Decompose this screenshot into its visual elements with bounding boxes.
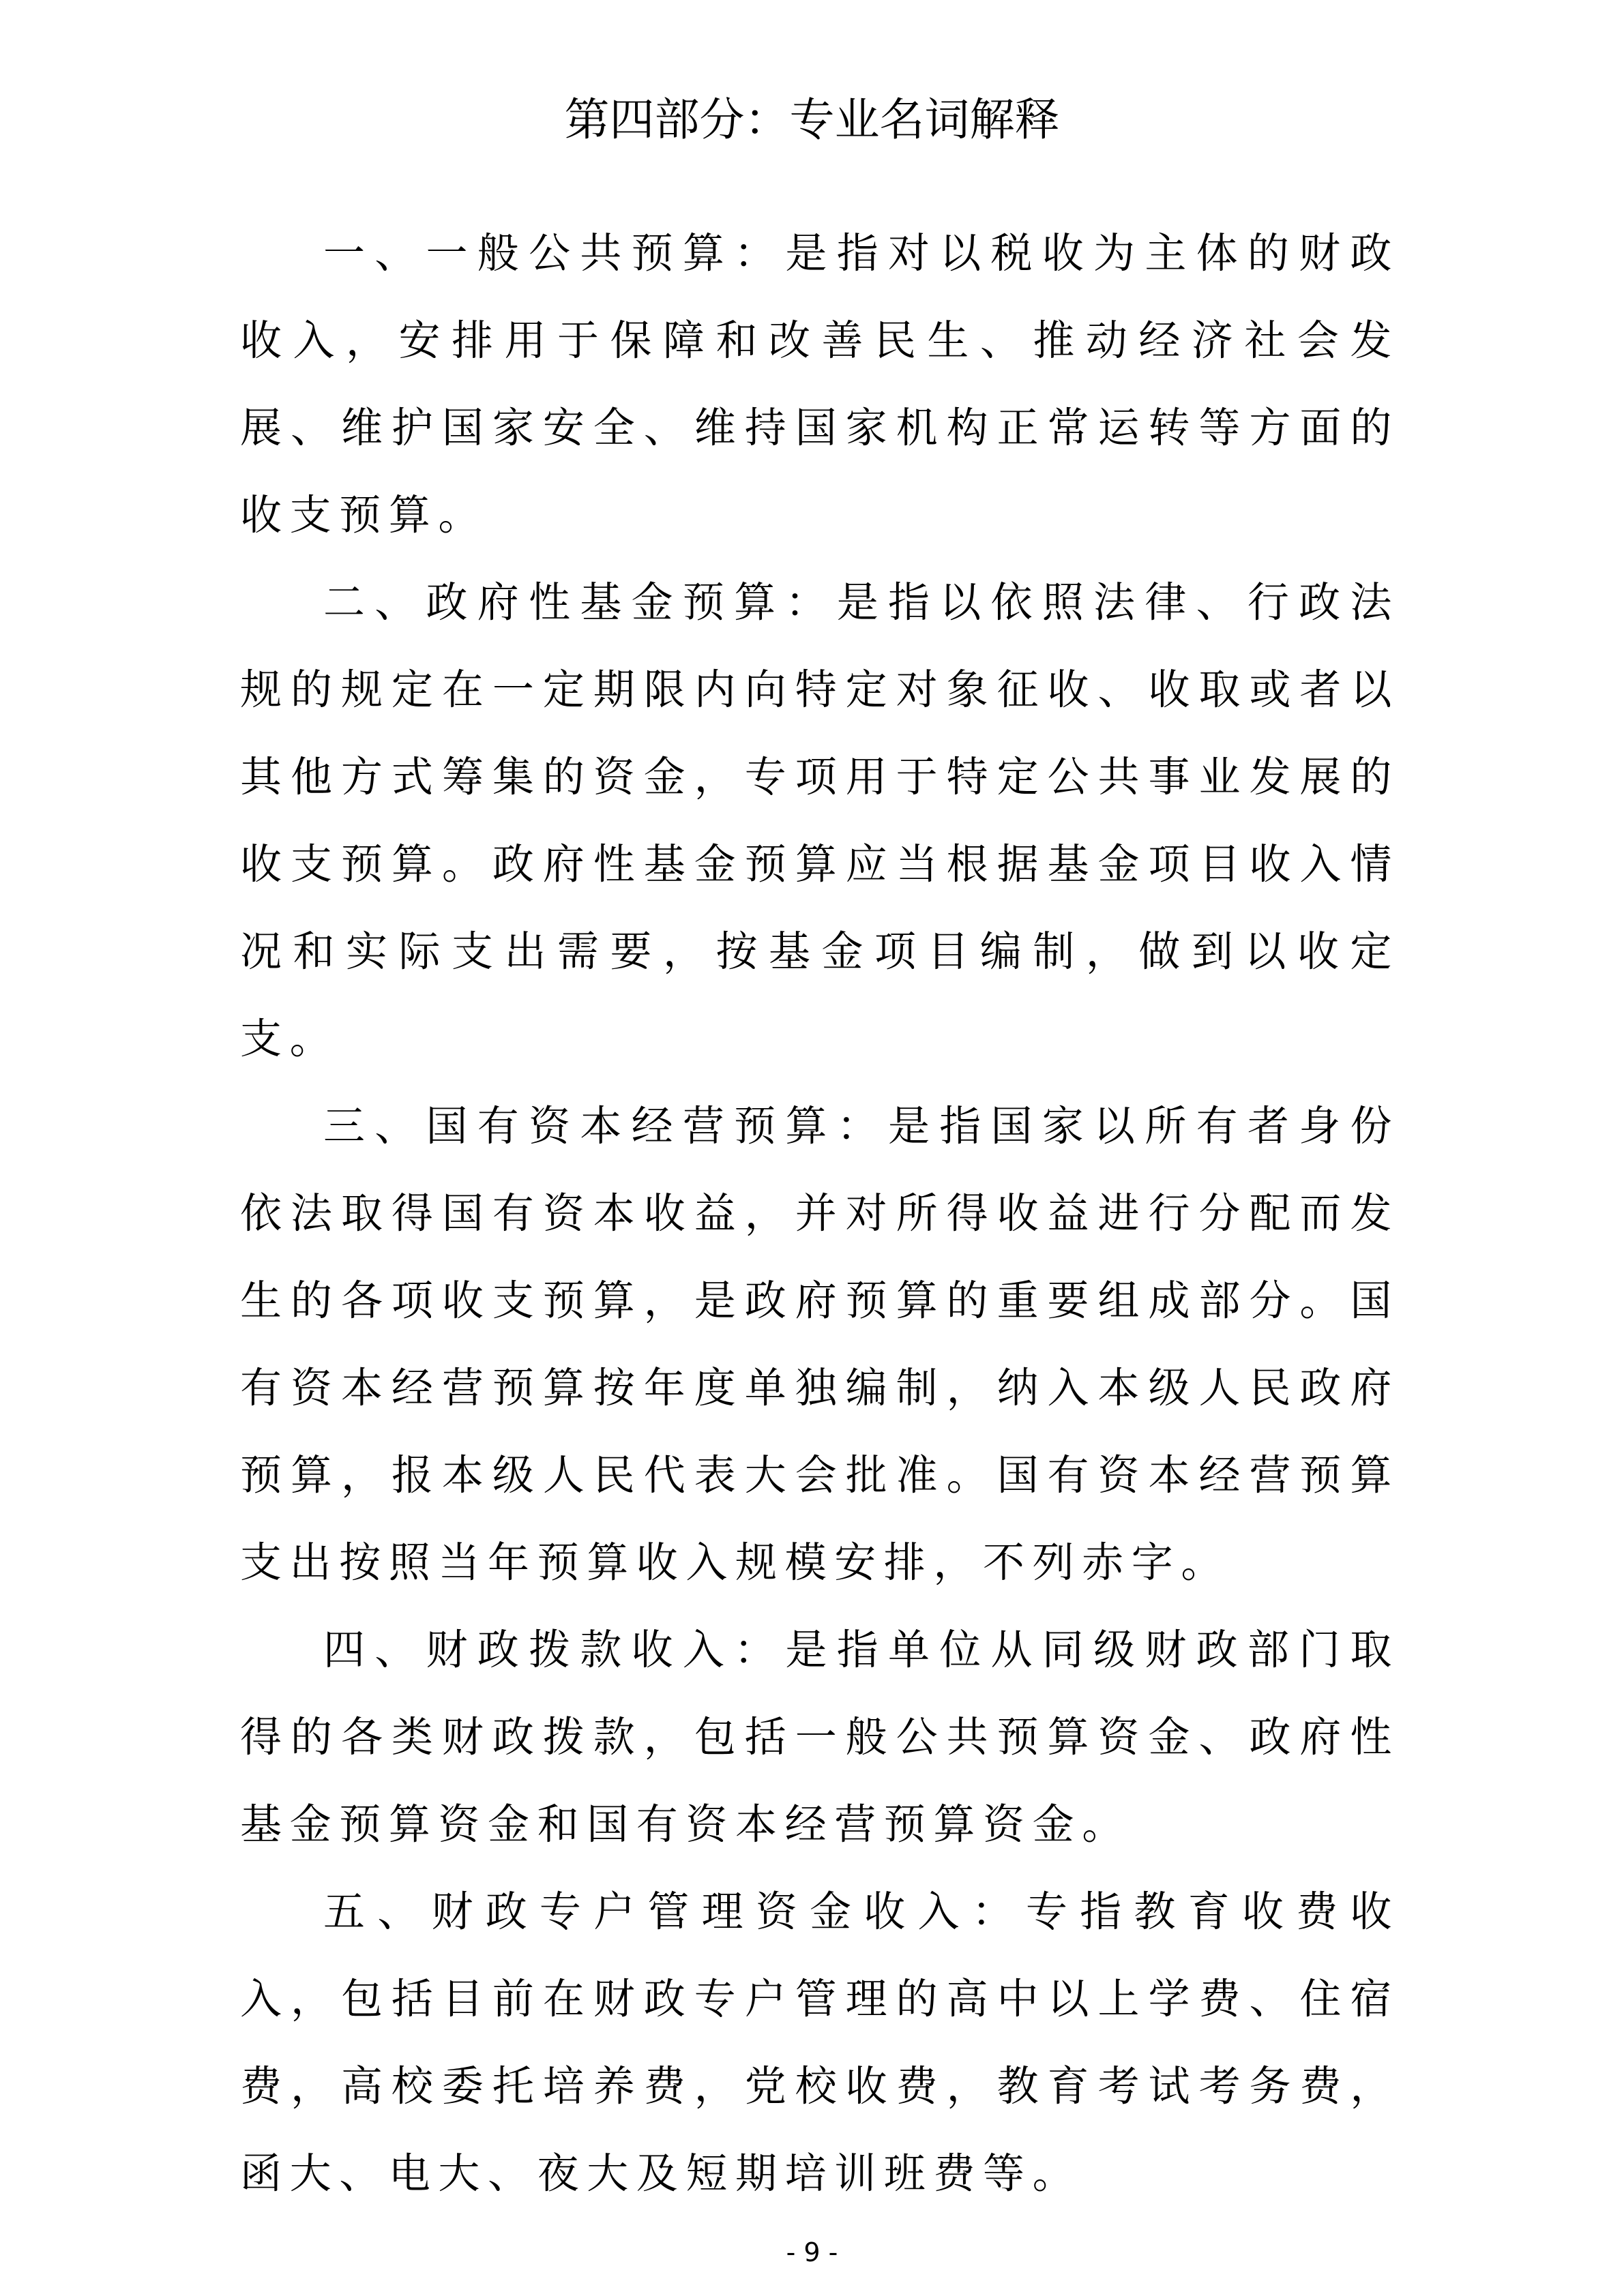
page-number: - 9 - (786, 2237, 838, 2267)
paragraph-fiscal-appropriation-income: 四、财政拨款收入：是指单位从同级财政部门取得的各类财政拨款，包括一般公共预算资金、政府性基金预算资金和国有资本经营预算资金。 (240, 1626, 1400, 1849)
page-title: 第四部分：专业名词解释 (564, 93, 1060, 146)
paragraph-special-account-income: 五、财政专户管理资金收入：专指教育收费收入，包括目前在财政专户管理的高中以上学费、住宿费，高校委托培养费，党校收费，教育考试考务费，函大、电大、夜大及短期培训班费等。 (240, 1888, 1400, 2198)
paragraph-state-capital-budget: 三、国有资本经营预算：是指国家以所有者身份依法取得国有资本收益，并对所得收益进行分配而发生的各项收支预算，是政府预算的重要组成部分。国有资本经营预算按年度单独编制，纳入本级人民政府预算，报本级人民代表大会批准。国有资本经营预算支出按照当年预算收入规模安排，不列赤字。 (240, 1102, 1400, 1587)
paragraph-general-public-budget: 一、一般公共预算：是指对以税收为主体的财政收入，安排用于保障和改善民生、推动经济社会发展、维护国家安全、维持国家机构正常运转等方面的收支预算。 (240, 229, 1400, 539)
document-body (240, 210, 1400, 2218)
paragraph-government-fund-budget: 二、政府性基金预算：是指以依照法律、行政法规的规定在一定期限内向特定对象征收、收取或者以其他方式筹集的资金，专项用于特定公共事业发展的收支预算。政府性基金预算应当根据基金项目收入情况和实际支出需要，按基金项目编制，做到以收定支。 (240, 578, 1400, 1063)
